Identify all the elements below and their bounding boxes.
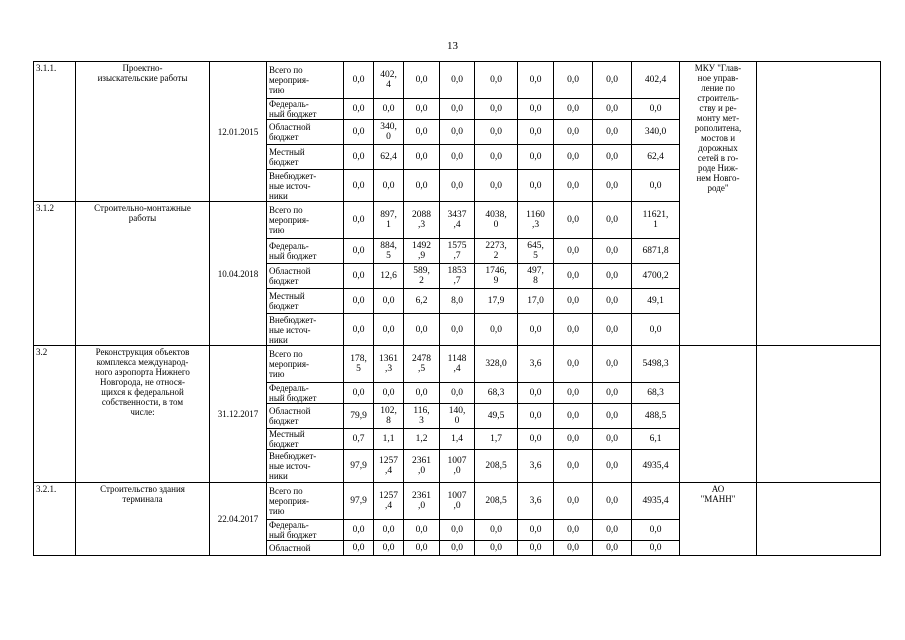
value-cell: 645, 5: [518, 239, 554, 264]
row-code: 3.1.1.: [34, 62, 76, 202]
funding-source: Областной бюджет: [267, 264, 344, 289]
funding-source: Местный бюджет: [267, 289, 344, 314]
funding-source: Областной бюджет: [267, 404, 344, 429]
value-cell: 0,0: [554, 264, 593, 289]
value-cell: 49,1: [632, 289, 680, 314]
row-code: 3.1.2: [34, 202, 76, 346]
value-cell: 0,0: [440, 99, 475, 120]
value-cell: 0,0: [518, 404, 554, 429]
value-cell: 0,0: [593, 483, 632, 520]
value-cell: 0,0: [440, 62, 475, 99]
value-cell: 68,3: [475, 383, 518, 404]
value-cell: 0,0: [554, 239, 593, 264]
value-cell: 0,0: [554, 541, 593, 556]
value-cell: 0,0: [632, 541, 680, 556]
value-cell: 0,0: [518, 383, 554, 404]
budget-table: [33, 61, 881, 556]
value-cell: 0,0: [554, 202, 593, 239]
value-cell: 62,4: [632, 145, 680, 170]
value-cell: 0,0: [344, 202, 374, 239]
value-cell: 0,0: [593, 450, 632, 483]
value-cell: 0,0: [344, 239, 374, 264]
table-row: [34, 62, 881, 99]
funding-source: Внебюджет- ные источ- ники: [267, 170, 344, 202]
table-row: [34, 346, 881, 383]
value-cell: 4038, 0: [475, 202, 518, 239]
value-cell: 0,0: [404, 145, 440, 170]
value-cell: 4935,4: [632, 483, 680, 520]
responsible-org: [680, 346, 757, 483]
value-cell: 0,0: [632, 314, 680, 346]
value-cell: 208,5: [475, 483, 518, 520]
value-cell: 0,0: [518, 99, 554, 120]
value-cell: 0,0: [344, 264, 374, 289]
value-cell: 0,0: [475, 541, 518, 556]
value-cell: 897, 1: [374, 202, 404, 239]
value-cell: 79,9: [344, 404, 374, 429]
value-cell: 6,1: [632, 429, 680, 450]
value-cell: 5498,3: [632, 346, 680, 383]
value-cell: 1,1: [374, 429, 404, 450]
value-cell: 0,0: [518, 520, 554, 541]
value-cell: 68,3: [632, 383, 680, 404]
value-cell: 4935,4: [632, 450, 680, 483]
page-number: 13: [447, 40, 458, 52]
value-cell: 2361 ,0: [404, 483, 440, 520]
value-cell: 0,0: [344, 541, 374, 556]
measure-name: Проектно- изыскательские работы: [76, 62, 210, 202]
value-cell: 0,7: [344, 429, 374, 450]
value-cell: 0,0: [475, 62, 518, 99]
value-cell: 49,5: [475, 404, 518, 429]
value-cell: 0,0: [593, 541, 632, 556]
value-cell: 2478 ,5: [404, 346, 440, 383]
value-cell: 0,0: [593, 99, 632, 120]
funding-source: Областной: [267, 541, 344, 556]
value-cell: 1,7: [475, 429, 518, 450]
value-cell: 8,0: [440, 289, 475, 314]
value-cell: 488,5: [632, 404, 680, 429]
value-cell: 0,0: [554, 170, 593, 202]
value-cell: 2361 ,0: [404, 450, 440, 483]
value-cell: 17,9: [475, 289, 518, 314]
value-cell: 0,0: [440, 541, 475, 556]
value-cell: 1746, 9: [475, 264, 518, 289]
value-cell: 102, 8: [374, 404, 404, 429]
value-cell: 140, 0: [440, 404, 475, 429]
value-cell: 12,6: [374, 264, 404, 289]
value-cell: 0,0: [554, 483, 593, 520]
value-cell: 0,0: [440, 314, 475, 346]
funding-source: Федераль- ный бюджет: [267, 520, 344, 541]
value-cell: 2273, 2: [475, 239, 518, 264]
value-cell: 0,0: [440, 520, 475, 541]
value-cell: 0,0: [344, 170, 374, 202]
funding-source: Федераль- ный бюджет: [267, 239, 344, 264]
value-cell: 1853 ,7: [440, 264, 475, 289]
value-cell: 589, 2: [404, 264, 440, 289]
responsible-org: АО "МАНН": [680, 483, 757, 556]
value-cell: 0,0: [374, 99, 404, 120]
value-cell: 0,0: [593, 264, 632, 289]
value-cell: 0,0: [475, 99, 518, 120]
measure-name: Строительство здания терминала: [76, 483, 210, 556]
value-cell: 0,0: [593, 145, 632, 170]
value-cell: 178, 5: [344, 346, 374, 383]
funding-source: Областной бюджет: [267, 120, 344, 145]
funding-source: Внебюджет- ные источ- ники: [267, 450, 344, 483]
funding-source: Федераль- ный бюджет: [267, 99, 344, 120]
value-cell: 0,0: [344, 383, 374, 404]
notes-cell: [757, 483, 881, 556]
value-cell: 0,0: [593, 289, 632, 314]
row-code: 3.2.1.: [34, 483, 76, 556]
measure-name: Строительно-монтажные работы: [76, 202, 210, 346]
value-cell: 0,0: [632, 99, 680, 120]
value-cell: 0,0: [475, 520, 518, 541]
value-cell: 97,9: [344, 450, 374, 483]
value-cell: 497, 8: [518, 264, 554, 289]
value-cell: 0,0: [344, 520, 374, 541]
value-cell: 0,0: [632, 520, 680, 541]
notes-cell: [757, 62, 881, 346]
value-cell: 0,0: [554, 145, 593, 170]
value-cell: 0,0: [593, 170, 632, 202]
value-cell: 97,9: [344, 483, 374, 520]
value-cell: 0,0: [344, 99, 374, 120]
funding-source: Внебюджет- ные источ- ники: [267, 314, 344, 346]
value-cell: 0,0: [554, 450, 593, 483]
deadline-date: 31.12.2017: [210, 346, 267, 483]
notes-cell: [757, 346, 881, 483]
value-cell: 0,0: [518, 120, 554, 145]
value-cell: 0,0: [404, 120, 440, 145]
value-cell: 11621, 1: [632, 202, 680, 239]
value-cell: 402, 4: [374, 62, 404, 99]
value-cell: 0,0: [475, 120, 518, 145]
value-cell: 0,0: [440, 145, 475, 170]
value-cell: 0,0: [554, 314, 593, 346]
value-cell: 0,0: [518, 62, 554, 99]
deadline-date: 12.01.2015: [210, 62, 267, 202]
value-cell: 0,0: [518, 314, 554, 346]
value-cell: 1257 ,4: [374, 450, 404, 483]
funding-source: Всего по мероприя- тию: [267, 62, 344, 99]
value-cell: 0,0: [593, 429, 632, 450]
value-cell: 2088 ,3: [404, 202, 440, 239]
value-cell: 0,0: [374, 520, 404, 541]
value-cell: 884, 5: [374, 239, 404, 264]
value-cell: 0,0: [593, 383, 632, 404]
funding-source: Всего по мероприя- тию: [267, 202, 344, 239]
value-cell: 0,0: [404, 541, 440, 556]
value-cell: 0,0: [518, 429, 554, 450]
funding-source: Местный бюджет: [267, 145, 344, 170]
value-cell: 0,0: [554, 520, 593, 541]
value-cell: 0,0: [554, 99, 593, 120]
funding-source: Местный бюджет: [267, 429, 344, 450]
value-cell: 0,0: [593, 314, 632, 346]
value-cell: 1,4: [440, 429, 475, 450]
value-cell: 0,0: [344, 120, 374, 145]
table-row: [34, 483, 881, 520]
value-cell: 0,0: [593, 120, 632, 145]
value-cell: 62,4: [374, 145, 404, 170]
value-cell: 0,0: [593, 202, 632, 239]
funding-source: Всего по мероприя- тию: [267, 483, 344, 520]
value-cell: 0,0: [518, 145, 554, 170]
value-cell: 1575 ,7: [440, 239, 475, 264]
value-cell: 0,0: [404, 62, 440, 99]
value-cell: 208,5: [475, 450, 518, 483]
value-cell: 0,0: [554, 346, 593, 383]
value-cell: 0,0: [404, 99, 440, 120]
value-cell: 1492 ,9: [404, 239, 440, 264]
value-cell: 0,0: [593, 62, 632, 99]
value-cell: 3437 ,4: [440, 202, 475, 239]
value-cell: 1361 ,3: [374, 346, 404, 383]
value-cell: 328,0: [475, 346, 518, 383]
value-cell: 0,0: [374, 289, 404, 314]
value-cell: 1,2: [404, 429, 440, 450]
value-cell: 402,4: [632, 62, 680, 99]
value-cell: 1007 ,0: [440, 483, 475, 520]
value-cell: 0,0: [554, 289, 593, 314]
value-cell: 340,0: [632, 120, 680, 145]
value-cell: 0,0: [404, 520, 440, 541]
value-cell: 0,0: [344, 145, 374, 170]
deadline-date: 10.04.2018: [210, 202, 267, 346]
value-cell: 1257 ,4: [374, 483, 404, 520]
value-cell: 116, 3: [404, 404, 440, 429]
value-cell: 6871,8: [632, 239, 680, 264]
value-cell: 0,0: [632, 170, 680, 202]
value-cell: 0,0: [518, 541, 554, 556]
value-cell: 3,6: [518, 450, 554, 483]
value-cell: 0,0: [440, 170, 475, 202]
value-cell: 0,0: [344, 62, 374, 99]
value-cell: 6,2: [404, 289, 440, 314]
value-cell: 4700,2: [632, 264, 680, 289]
value-cell: 0,0: [554, 429, 593, 450]
value-cell: 3,6: [518, 483, 554, 520]
value-cell: 0,0: [404, 383, 440, 404]
value-cell: 0,0: [344, 289, 374, 314]
value-cell: 0,0: [554, 62, 593, 99]
value-cell: 1160 ,3: [518, 202, 554, 239]
value-cell: 0,0: [593, 239, 632, 264]
value-cell: 1148 ,4: [440, 346, 475, 383]
funding-source: Федераль- ный бюджет: [267, 383, 344, 404]
value-cell: 0,0: [475, 145, 518, 170]
value-cell: 0,0: [344, 314, 374, 346]
value-cell: 0,0: [440, 383, 475, 404]
value-cell: 1007 ,0: [440, 450, 475, 483]
value-cell: 0,0: [374, 170, 404, 202]
measure-name: Реконструкция объектов комплекса международ- ного аэропорта Нижнего Новгорода, не относя- щихся к федеральной собственности, в том числе:: [76, 346, 210, 483]
value-cell: 340, 0: [374, 120, 404, 145]
funding-source: Всего по мероприя- тию: [267, 346, 344, 383]
value-cell: 0,0: [404, 170, 440, 202]
value-cell: 0,0: [374, 314, 404, 346]
value-cell: 0,0: [475, 170, 518, 202]
value-cell: 0,0: [593, 520, 632, 541]
value-cell: 0,0: [374, 383, 404, 404]
responsible-org: МКУ "Глав- ное управ- ление по строитель- ству и ре- монту мет- рополитена, мостов и дорожных сетей в го- роде Ниж- нем Новго- роде": [680, 62, 757, 346]
value-cell: 0,0: [440, 120, 475, 145]
deadline-date: 22.04.2017: [210, 483, 267, 556]
value-cell: 3,6: [518, 346, 554, 383]
value-cell: 0,0: [554, 404, 593, 429]
value-cell: 0,0: [593, 404, 632, 429]
value-cell: 0,0: [475, 314, 518, 346]
value-cell: 17,0: [518, 289, 554, 314]
value-cell: 0,0: [554, 383, 593, 404]
value-cell: 0,0: [554, 120, 593, 145]
value-cell: 0,0: [404, 314, 440, 346]
value-cell: 0,0: [593, 346, 632, 383]
value-cell: 0,0: [374, 541, 404, 556]
row-code: 3.2: [34, 346, 76, 483]
value-cell: 0,0: [518, 170, 554, 202]
